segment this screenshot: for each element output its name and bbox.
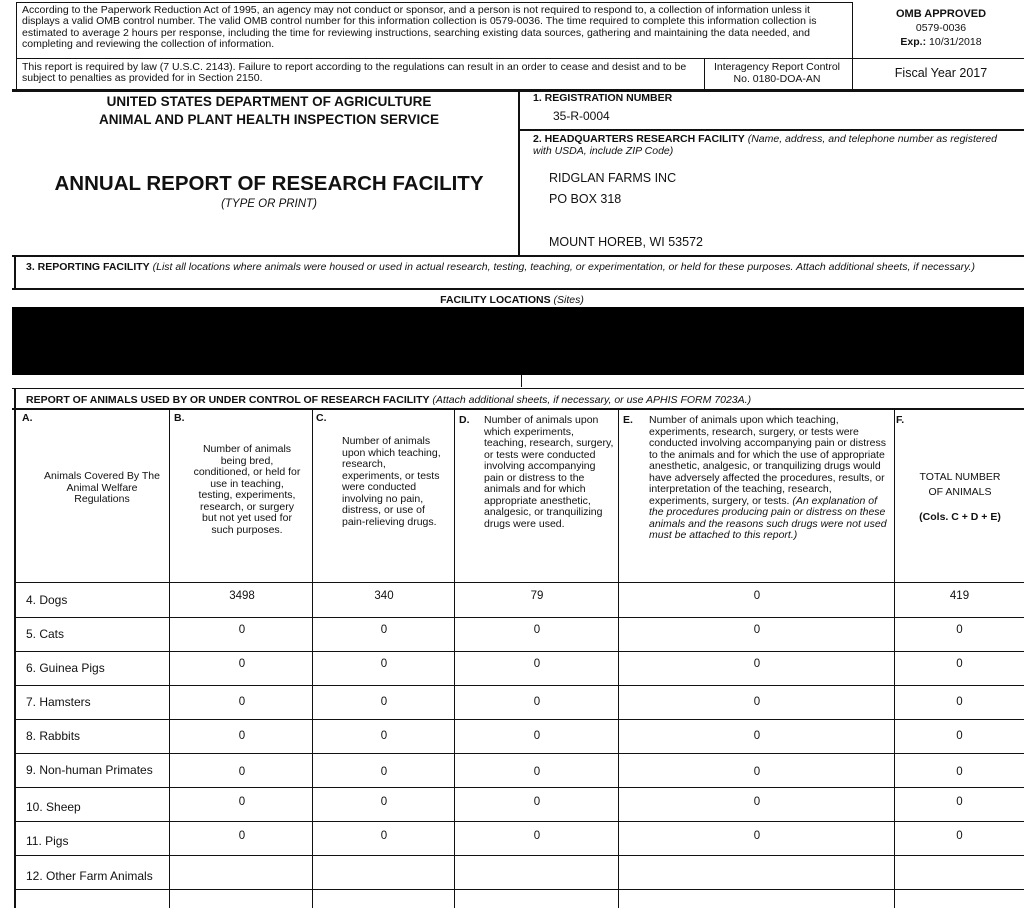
row-label: 5. Cats	[26, 627, 65, 641]
rule	[14, 257, 16, 289]
registration-label: 1. REGISTRATION NUMBER	[533, 92, 673, 104]
col-d-letter: D.	[459, 414, 470, 426]
cell-c: 0	[380, 624, 388, 636]
rule	[14, 889, 1024, 890]
col-e-header-block	[649, 415, 889, 542]
headquarters-label-note: (Name, address, and telephone number as registered with USDA, include ZIP Code)	[533, 133, 997, 157]
cell-e: 0	[753, 658, 761, 670]
col-a-header: Animals Covered By The Animal Welfare Regulations	[44, 470, 160, 505]
paperwork-notice: According to the Paperwork Reduction Act of 1995, an agency may not conduct or sponsor, and a person is not required to respond to, a collection of information unless it displays a valid OMB control number. The valid OMB control number for this information collection is 0579-0036. The time required to complete this information collection is estimated to average 2 hours per response, including the time for reviewing instructions, searching existing data sources, gathering and maintaining the data needed, and completing and reviewing the collection of information.	[22, 4, 817, 51]
col-b-letter: B.	[174, 412, 185, 424]
rule	[14, 753, 1024, 754]
interagency-line2: No. 0180-DOA-AN	[733, 73, 821, 85]
rule	[518, 92, 520, 255]
col-b-header: Number of animals being bred, conditioned, or held for use in teaching, testing, experiments, research, or surgery but not yet used for such purposes.	[193, 443, 301, 536]
omb-expiration	[858, 37, 1024, 49]
rule	[14, 582, 1024, 583]
cell-d: 0	[533, 830, 541, 842]
cell-e: 0	[753, 624, 761, 636]
cell-f: 0	[956, 624, 963, 636]
row-label: 7. Hamsters	[26, 695, 91, 709]
omb-exp-date: 10/31/2018	[929, 36, 982, 48]
rule	[17, 2, 852, 3]
law-notice: This report is required by law (7 U.S.C. 2143). Failure to report according to the regulations can result in an order to cease and desist and to be subject to penalties as provided for in Section 2150.	[22, 61, 687, 85]
cell-f: 0	[956, 658, 963, 670]
rule	[520, 129, 1024, 131]
table-row	[0, 583, 1024, 617]
col-f-header-line2: OF ANIMALS	[928, 486, 992, 498]
rule	[14, 719, 1024, 720]
rule	[894, 410, 895, 908]
table-row	[0, 787, 1024, 821]
rule	[14, 685, 1024, 686]
cell-b: 3498	[229, 590, 255, 602]
cell-f: 0	[956, 766, 963, 778]
cell-b: 0	[238, 766, 246, 778]
col-e-header: Number of animals upon which teaching, experiments, research, surgery, or tests were conducted involving accompanying pain or distress to the animals and for which the use of appropriate anesthetic, analgesic, or tranquilizing drugs would have adversely affected the procedures, results, or interpretation of the teaching, research, experiments, surgery, or tests.	[649, 414, 886, 507]
rule	[454, 410, 455, 908]
cell-c: 340	[374, 590, 394, 602]
reporting-facility-block	[26, 262, 1011, 274]
col-c-letter: C.	[316, 412, 327, 424]
cell-d: 0	[533, 796, 541, 808]
col-f-letter: F.	[896, 414, 905, 426]
rule	[12, 408, 1024, 410]
table-row	[0, 855, 1024, 889]
cell-d: 0	[533, 730, 541, 742]
animals-report-note: (Attach additional sheets, if necessary, or use APHIS FORM 7023A.)	[432, 394, 752, 406]
cell-d: 79	[530, 590, 544, 602]
rule	[14, 617, 1024, 618]
cell-e: 0	[753, 590, 761, 602]
fiscal-year: Fiscal Year 2017	[894, 66, 988, 80]
cell-b: 0	[238, 624, 246, 636]
row-label: 10. Sheep	[26, 800, 81, 814]
rule	[312, 410, 313, 908]
headquarters-city: MOUNT HOREB, WI 53572	[549, 235, 703, 249]
cell-c: 0	[380, 830, 388, 842]
col-e-letter: E.	[623, 414, 633, 426]
rule	[17, 58, 1024, 59]
cell-d: 0	[533, 696, 541, 708]
omb-number: 0579-0036	[915, 22, 967, 34]
col-f-header-line1: TOTAL NUMBER	[919, 471, 1001, 483]
row-label: 12. Other Farm Animals	[26, 869, 153, 883]
table-row	[0, 821, 1024, 855]
cell-d: 0	[533, 766, 541, 778]
reporting-facility-note: (List all locations where animals were housed or used in actual research, testing, teaching, or experimentation, or held for these purposes. Attach additional sheets, if necessary.)	[152, 261, 975, 273]
cell-b: 0	[238, 696, 246, 708]
reporting-facility-label: 3. REPORTING FACILITY	[26, 261, 150, 273]
row-label: 8. Rabbits	[26, 729, 81, 743]
cell-c: 0	[380, 766, 388, 778]
cell-f: 0	[956, 830, 963, 842]
cell-d: 0	[533, 624, 541, 636]
animals-table-body	[0, 583, 1024, 908]
cell-c: 0	[380, 658, 388, 670]
animals-report-title: REPORT OF ANIMALS USED BY OR UNDER CONTROL OF RESEARCH FACILITY	[26, 394, 430, 406]
rule	[14, 787, 1024, 788]
cell-c: 0	[380, 696, 388, 708]
agency-name: UNITED STATES DEPARTMENT OF AGRICULTURE	[106, 94, 432, 109]
cell-e: 0	[753, 730, 761, 742]
facility-locations-heading	[0, 295, 1024, 307]
rule	[12, 255, 1024, 257]
cell-c: 0	[380, 730, 388, 742]
cell-f: 0	[956, 696, 963, 708]
rule	[521, 375, 522, 387]
rule	[16, 2, 17, 90]
rule	[14, 651, 1024, 652]
omb-approved-label: OMB APPROVED	[895, 8, 987, 20]
cell-e: 0	[753, 796, 761, 808]
table-row	[0, 753, 1024, 787]
cell-f: 0	[956, 796, 963, 808]
cell-b: 0	[238, 730, 246, 742]
cell-b: 0	[238, 658, 246, 670]
table-row	[0, 617, 1024, 651]
cell-e: 0	[753, 696, 761, 708]
row-label: 9. Non-human Primates	[26, 763, 153, 777]
table-row	[0, 651, 1024, 685]
col-f-header-line3: (Cols. C + D + E)	[919, 511, 1001, 523]
headquarters-label: 2. HEADQUARTERS RESEARCH FACILITY	[533, 133, 745, 145]
rule	[14, 821, 1024, 822]
rule	[12, 388, 1024, 389]
headquarters-name: RIDGLAN FARMS INC	[549, 171, 677, 185]
rule	[12, 288, 1024, 290]
cell-b: 0	[238, 830, 246, 842]
cell-d: 0	[533, 658, 541, 670]
col-a-letter: A.	[22, 412, 33, 424]
table-row	[0, 719, 1024, 753]
rule	[704, 58, 705, 90]
headquarters-address: PO BOX 318	[549, 192, 622, 206]
cell-c: 0	[380, 796, 388, 808]
rule	[852, 58, 853, 90]
row-label: 6. Guinea Pigs	[26, 661, 105, 675]
form-title: ANNUAL REPORT OF RESEARCH FACILITY	[54, 172, 484, 195]
col-c-header: Number of animals upon which teaching, research, experiments, or tests were conducted involving no pain, distress, or use of pain-relieving drugs.	[342, 435, 441, 528]
rule	[14, 389, 16, 908]
col-d-header: Number of animals upon which experiments, teaching, research, surgery, or tests were conducted involving accompanying pain or distress to the animals and for which appropriate anesthetic, analgesic, or tranquilizing drugs were used.	[484, 414, 614, 530]
headquarters-label-block	[533, 134, 1003, 157]
cell-e: 0	[753, 830, 761, 842]
cell-f: 419	[949, 590, 970, 602]
row-label: 11. Pigs	[26, 834, 69, 848]
cell-e: 0	[753, 766, 761, 778]
col-e-note: (An explanation of the procedures producing pain or distress on these animals and the reasons such drugs were not used must be attached to this report.)	[649, 494, 887, 541]
rule	[14, 855, 1024, 856]
rule	[169, 410, 170, 908]
animals-report-title-block	[26, 395, 1011, 407]
omb-exp-label: Exp.:	[900, 36, 927, 48]
table-row	[0, 685, 1024, 719]
rule	[618, 410, 619, 908]
facility-locations-note: (Sites)	[553, 294, 584, 306]
facility-locations-label: FACILITY LOCATIONS	[440, 294, 551, 306]
row-label: 4. Dogs	[26, 593, 68, 607]
cell-b: 0	[238, 796, 246, 808]
rule	[852, 2, 853, 58]
form-subtitle: (TYPE OR PRINT)	[221, 198, 317, 210]
redacted-block	[12, 307, 1024, 375]
cell-f: 0	[956, 730, 963, 742]
agency-service: ANIMAL AND PLANT HEALTH INSPECTION SERVICE	[98, 112, 440, 127]
registration-number: 35-R-0004	[553, 109, 610, 123]
interagency-line1: Interagency Report Control	[713, 61, 841, 73]
